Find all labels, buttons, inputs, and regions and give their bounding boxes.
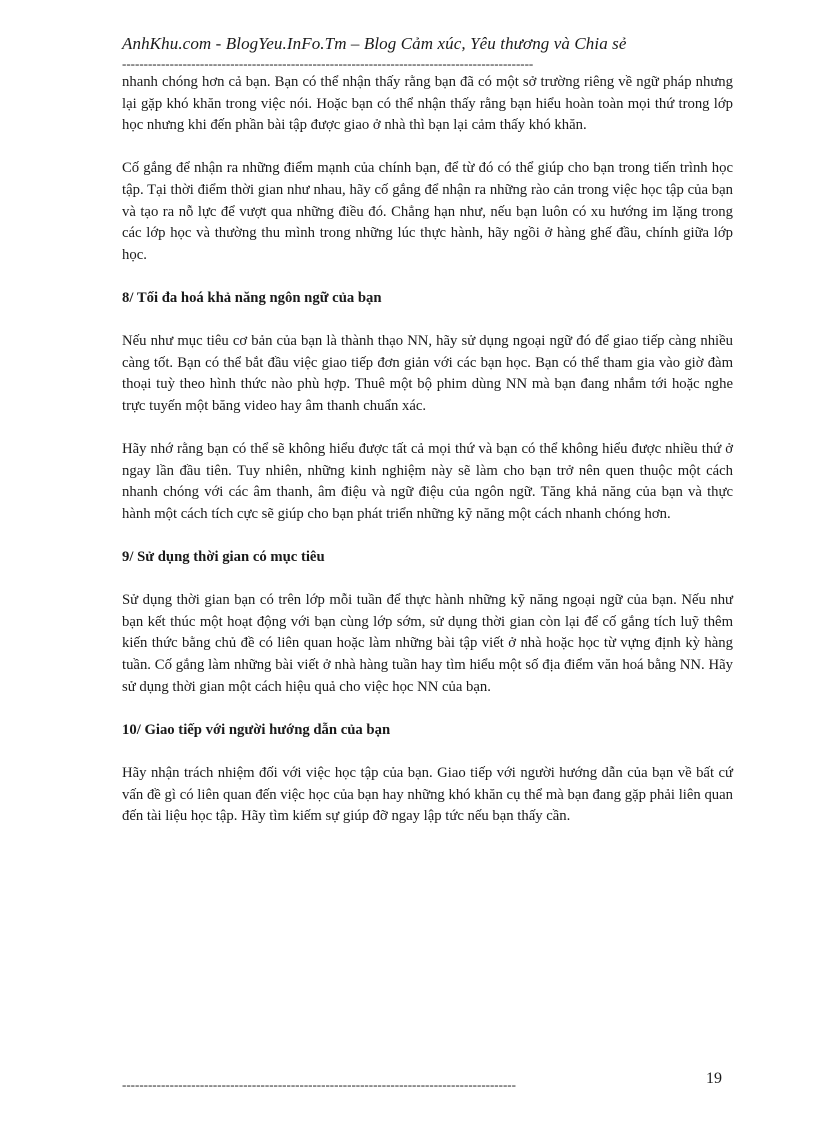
page-number: 19 [706,1070,722,1087]
header-divider: ----------------------------------------------------------------------------------------------- [122,57,534,70]
section-heading-10: 10/ Giao tiếp với người hướng dẫn của bạn [122,721,391,738]
page-body [122,72,733,849]
section-heading-9: 9/ Sử dụng thời gian có mục tiêu [122,549,325,566]
paragraph: Nếu như mục tiêu cơ bản của bạn là thành thạo NN, hãy sử dụng ngoại ngữ đó để giao tiếp càng nhiều càng tốt. Bạn có thể bắt đầu việc giao tiếp đơn giản với các bạn học. Bạn có thể tham gia vào giờ đàm thoại tuỳ theo hình thức nào phù hợp. Thuê một bộ phim dùng NN mà bạn đang nhắm tới hoặc nghe trực tuyến một băng video hay âm thanh chuẩn xác. [122,333,733,414]
paragraph: Hãy nhận trách nhiệm đối với việc học tập của bạn. Giao tiếp với người hướng dẫn của bạn về bất cứ vấn đề gì có liên quan đến việc học của bạn hay những khó khăn cụ thể mà bạn đang gặp phải liên quan đến tài liệu học tập. Hãy tìm kiếm sự giúp đỡ ngay lập tức nếu bạn thấy cần. [122,765,733,825]
page-header-title: AnhKhu.com - BlogYeu.InFo.Tm – Blog Cảm xúc, Yêu thương và Chia sẻ [122,34,627,53]
paragraph: nhanh chóng hơn cả bạn. Bạn có thể nhận thấy rằng bạn đã có một sở trường riêng về ngữ pháp nhưng lại gặp khó khăn trong việc nói. Hoặc bạn có thể nhận thấy rằng bạn hiểu hoàn toàn mọi thứ trong lớp học nhưng khi đến phần bài tập được giao ở nhà thì bạn lại cảm thấy khó khăn. [122,74,733,134]
paragraph: Sử dụng thời gian bạn có trên lớp mỗi tuần để thực hành những kỹ năng ngoại ngữ của bạn. Nếu như bạn kết thúc một hoạt động với bạn cùng lớp sớm, sử dụng thời gian còn lại để cố gắng tích luỹ thêm kiến thức bằng chủ đề có liên quan hoặc làm những bài tập viết ở nhà hoặc học từ vựng định kỳ hàng tuần. Cố gắng làm những bài viết ở nhà hàng tuần hay tìm hiểu một số địa điểm văn hoá bằng NN. Hãy sử dụng thời gian một cách hiệu quả cho việc học NN của bạn. [122,592,733,695]
paragraph: Cố gắng để nhận ra những điểm mạnh của chính bạn, để từ đó có thể giúp cho bạn trong tiến trình học tập. Tại thời điểm thời gian như nhau, hãy cố gắng để nhận ra những rào cản trong việc học tập của bạn và tạo ra nỗ lực để vượt qua những điều đó. Chẳng hạn như, nếu bạn luôn có xu hướng im lặng trong các lớp học và thường thu mình trong những lúc thực hành, hãy ngồi ở hàng ghế đầu, chính giữa lớp học. [122,160,733,263]
paragraph: Hãy nhớ rằng bạn có thể sẽ không hiểu được tất cả mọi thứ và bạn có thể không hiểu được nhiều thứ ở ngay lần đầu tiên. Tuy nhiên, những kinh nghiệm này sẽ làm cho bạn trở nên quen thuộc một cách nhanh chóng với các âm thanh, âm điệu và ngữ điệu của ngôn ngữ. Tăng khả năng của bạn và thực hành một cách tích cực sẽ giúp cho bạn phát triển những kỹ năng một cách nhanh chóng hơn. [122,441,733,522]
footer-divider: ------------------------------------------------------------------------------------------- [122,1078,516,1091]
section-heading-8: 8/ Tối đa hoá khả năng ngôn ngữ của bạn [122,289,382,306]
